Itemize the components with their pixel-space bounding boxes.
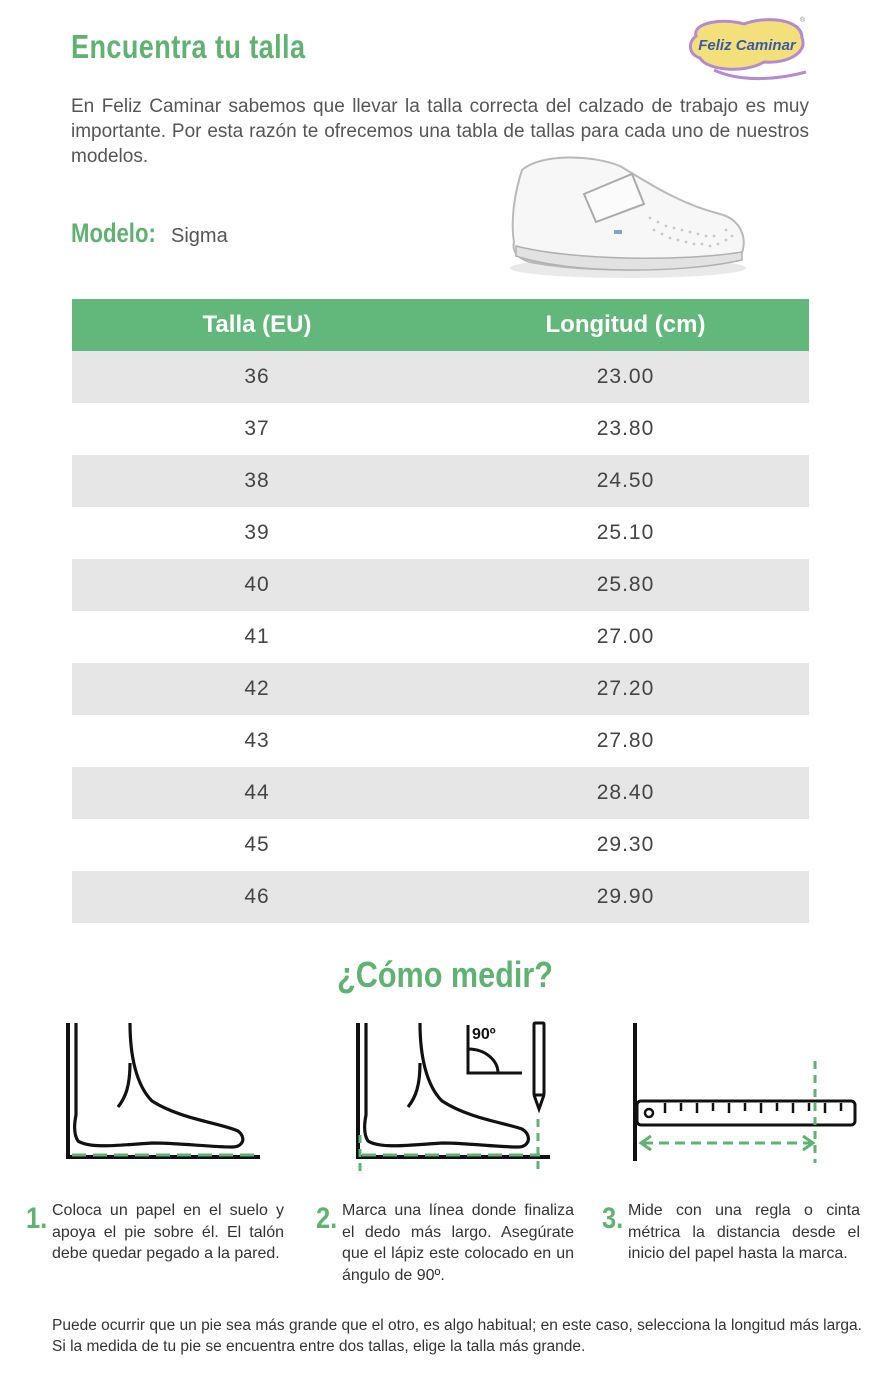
table-row [72, 663, 809, 715]
model-value: Sigma [171, 225, 228, 247]
table-header-row [72, 299, 809, 351]
table-row [72, 819, 809, 871]
pencil-mark-illustration [350, 1015, 560, 1175]
step-number: 2. [316, 1202, 338, 1235]
length-cell: 25.10 [596, 521, 655, 544]
table-row [72, 715, 809, 767]
size-cell: 39 [244, 521, 270, 544]
svg-text:®: ® [800, 17, 806, 24]
table-row [72, 559, 809, 611]
length-cell: 23.00 [442, 351, 809, 403]
footer-note: Puede ocurrir que un pie sea más grande que el otro, es algo habitual; en este caso, selecciona la longitud más larga. Si la medida de tu pie se encuentra entre dos tallas, elige la talla más grande. [52, 1317, 862, 1355]
ruler-icon [637, 1101, 855, 1125]
length-cell: 28.40 [442, 767, 809, 819]
length-cell: 25.80 [442, 559, 809, 611]
length-cell: 24.50 [442, 455, 809, 507]
shoe-image [500, 148, 748, 288]
measure-arrow-icon [641, 1136, 813, 1150]
step-number: 3. [602, 1202, 624, 1235]
size-cell: 36 [72, 351, 442, 403]
size-cell: 45 [244, 833, 270, 856]
angle-icon [468, 1025, 522, 1073]
step-number: 1. [26, 1202, 48, 1235]
size-cell: 40 [72, 559, 442, 611]
how-to-measure-title: ¿Cómo medir? [337, 954, 553, 995]
header-size: Talla (EU) [72, 299, 442, 351]
table-row [72, 767, 809, 819]
header-length: Longitud (cm) [442, 299, 809, 351]
angle-label: 90º [472, 1026, 496, 1043]
table-row [72, 871, 809, 923]
length-cell: 27.00 [596, 625, 655, 648]
size-cell: 43 [244, 729, 270, 752]
ruler-measure-illustration [625, 1015, 865, 1175]
step-text: Marca una línea donde finaliza el dedo más largo. Asegúrate que el lápiz este colocado en un ángulo de 90º. [342, 1202, 574, 1284]
table-row [72, 403, 809, 455]
size-cell: 41 [244, 625, 270, 648]
length-cell: 23.80 [596, 417, 655, 440]
table-row [72, 455, 809, 507]
length-cell: 29.30 [596, 833, 655, 856]
feliz-caminar-logo [684, 14, 810, 84]
table-row [72, 507, 809, 559]
svg-text:Feliz Caminar: Feliz Caminar [698, 37, 796, 54]
length-cell: 27.20 [442, 663, 809, 715]
size-cell: 38 [72, 455, 442, 507]
size-cell: 37 [244, 417, 270, 440]
length-cell: 29.90 [442, 871, 809, 923]
size-cell: 42 [72, 663, 442, 715]
intro-text: En Feliz Caminar sabemos que llevar la talla correcta del calzado de trabajo es muy importante. Por esta razón te ofrecemos una tabla de tallas para cada uno de nuestros modelos. [71, 96, 809, 167]
foot-on-paper-illustration [60, 1015, 270, 1175]
page-title: Encuentra tu talla [71, 28, 306, 65]
pencil-icon [534, 1023, 544, 1109]
model-label: Modelo: [71, 218, 156, 248]
table-row [72, 611, 809, 663]
table-row [72, 351, 809, 403]
length-cell: 27.80 [596, 729, 655, 752]
step-text: Coloca un papel en el suelo y apoya el pie sobre él. El talón debe quedar pegado a la pared. [52, 1202, 284, 1262]
size-cell: 44 [72, 767, 442, 819]
model-row [71, 218, 228, 249]
step-text: Mide con una regla o cinta métrica la distancia desde el inicio del papel hasta la marca. [628, 1202, 860, 1262]
size-table [72, 299, 809, 923]
size-cell: 46 [72, 871, 442, 923]
